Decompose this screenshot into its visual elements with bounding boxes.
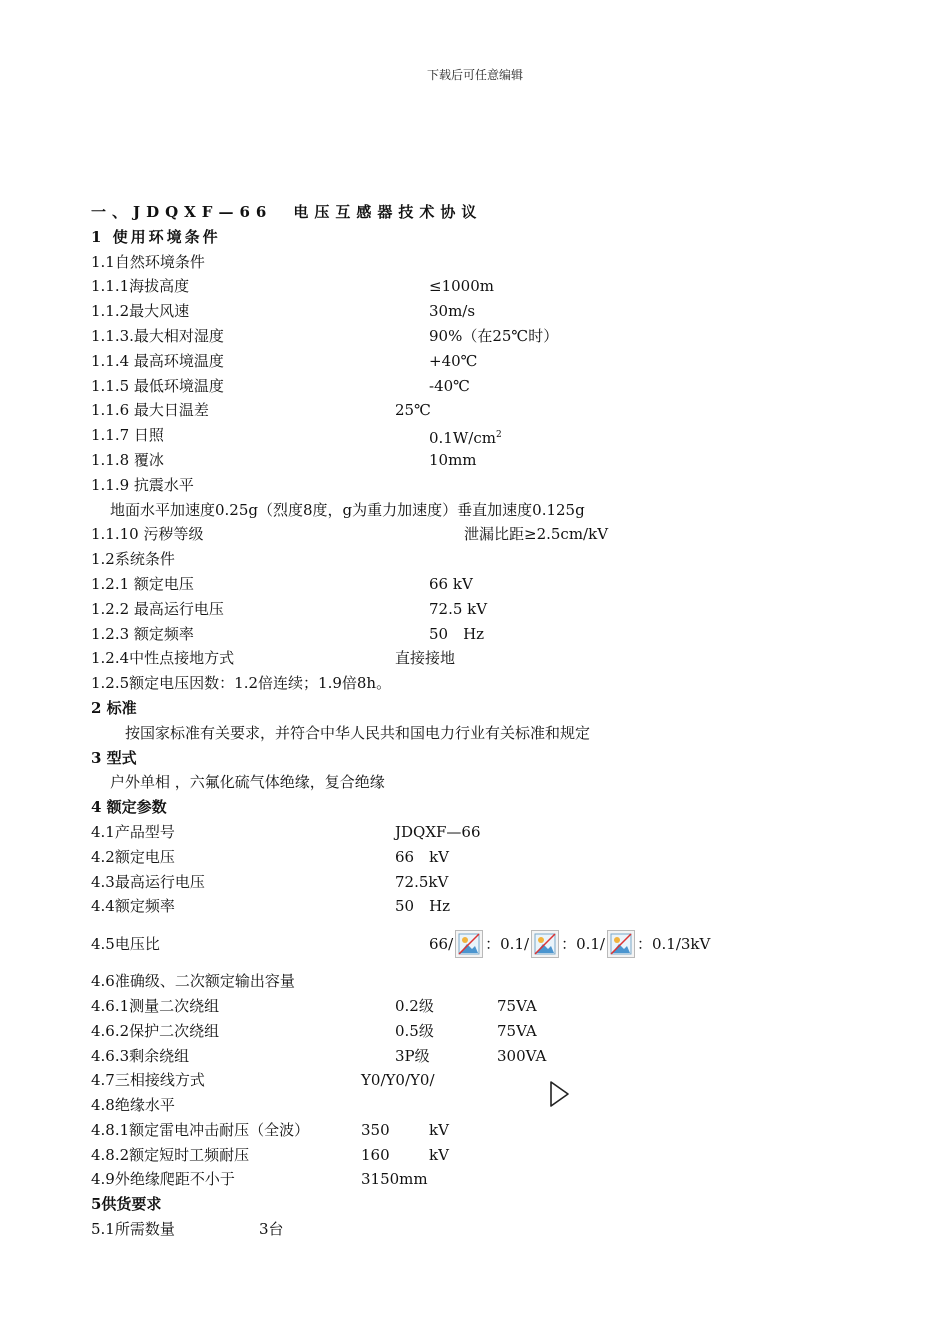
rated-label: 4.1产品型号 xyxy=(91,822,175,841)
section-5-heading: 5供货要求 xyxy=(91,1195,162,1214)
section-2-heading: 2 标准 xyxy=(91,698,137,717)
rated-label: 4.3最高运行电压 xyxy=(91,872,205,891)
pollution-label: 1.1.10 污秽等级 xyxy=(91,525,204,544)
document-title: 一、JDQXF—66 电压互感器技术协议 xyxy=(91,203,483,221)
voltage-factor: 1.2.5额定电压因数：1.2倍连续；1.9倍8h。 xyxy=(91,674,392,693)
accuracy-label: 4.6.2保护二次绕组 xyxy=(91,1021,220,1040)
sys-label: 1.2.4中性点接地方式 xyxy=(91,649,235,668)
env-value: 90%（在25℃时） xyxy=(429,326,559,345)
env-label: 1.1.9 抗震水平 xyxy=(91,475,194,494)
section-1-2-heading: 1.2系统条件 xyxy=(91,550,175,569)
env-row xyxy=(91,349,911,374)
accuracy-capacity: 300VA xyxy=(497,1046,547,1065)
env-row xyxy=(91,299,911,324)
env-label: 1.1.8 覆冰 xyxy=(91,450,164,469)
creepage-value: 3150mm xyxy=(361,1170,428,1189)
insulation-label: 4.8.2额定短时工频耐压 xyxy=(91,1145,250,1164)
env-value: 25℃ xyxy=(395,401,431,420)
accuracy-row xyxy=(91,1044,911,1069)
env-row xyxy=(91,324,911,349)
rated-value: 66 kV xyxy=(395,847,450,866)
env-label: 1.1.3.最大相对湿度 xyxy=(91,326,224,345)
creepage-row xyxy=(91,1167,911,1192)
sunshine-exponent: 2 xyxy=(495,430,502,441)
sys-value: 72.5 kV xyxy=(429,599,488,618)
sunshine-value: 0.1W/cm xyxy=(429,429,496,448)
ratio-part: ：0.1/3kV xyxy=(636,935,711,954)
section-3-heading: 3 型式 xyxy=(91,748,137,767)
ratio-value xyxy=(429,919,710,969)
connection-row xyxy=(91,1068,911,1093)
rated-value: 72.5kV xyxy=(395,872,449,891)
ratio-row xyxy=(91,919,911,969)
insulation-unit: kV xyxy=(429,1145,449,1164)
quantity-row xyxy=(91,1217,911,1242)
ratio-part: 66/ xyxy=(429,935,454,954)
insulation-label: 4.8.1额定雷电冲击耐压（全波） xyxy=(91,1120,310,1139)
creepage-label: 4.9外绝缘爬距不小于 xyxy=(91,1170,235,1189)
env-value: 10mm xyxy=(429,450,477,469)
section-4-8-heading: 4.8绝缘水平 xyxy=(91,1096,175,1115)
rated-row xyxy=(91,820,911,845)
env-label: 1.1.2最大风速 xyxy=(91,302,190,321)
rated-value: 50 Hz xyxy=(395,897,451,916)
quantity-label: 5.1所需数量 xyxy=(91,1220,175,1239)
insulation-row xyxy=(91,1118,911,1143)
env-row xyxy=(91,473,911,498)
accuracy-label: 4.6.3剩余绕组 xyxy=(91,1046,190,1065)
accuracy-row xyxy=(91,994,911,1019)
insulation-row xyxy=(91,1143,911,1168)
env-label: 1.1.1海拔高度 xyxy=(91,277,190,296)
ratio-part: ：0.1/ xyxy=(485,935,530,954)
section-2-text: 按国家标准有关要求，并符合中华人民共和国电力行业有关标准和规定 xyxy=(125,723,591,742)
env-label: 1.1.7 日照 xyxy=(91,426,164,445)
ratio-label: 4.5电压比 xyxy=(91,935,160,954)
accuracy-capacity: 75VA xyxy=(497,1021,537,1040)
sys-value: 直接接地 xyxy=(395,649,456,668)
insulation-unit: kV xyxy=(429,1120,449,1139)
sys-row xyxy=(91,622,911,647)
quantity-value: 3台 xyxy=(259,1220,284,1239)
accuracy-label: 4.6.1测量二次绕组 xyxy=(91,996,220,1015)
insulation-value: 160 xyxy=(361,1145,390,1164)
sys-label: 1.2.2 最高运行电压 xyxy=(91,599,224,618)
pollution-value: 泄漏比距≥2.5cm/kV xyxy=(464,525,609,544)
accuracy-class: 0.5级 xyxy=(395,1021,434,1040)
image-placeholder-icon xyxy=(531,930,559,958)
rated-row xyxy=(91,845,911,870)
env-label: 1.1.4 最高环境温度 xyxy=(91,351,224,370)
section-1-heading: 1 使用环境条件 xyxy=(91,227,221,246)
image-placeholder-icon xyxy=(455,930,483,958)
rated-label: 4.4额定频率 xyxy=(91,897,175,916)
section-1-1-heading: 1.1自然环境条件 xyxy=(91,252,205,271)
env-value: -40℃ xyxy=(429,376,470,395)
env-value: +40℃ xyxy=(429,351,478,370)
header-note: 下载后可任意编辑 xyxy=(426,68,523,82)
rated-label: 4.2额定电压 xyxy=(91,847,175,866)
env-row xyxy=(91,423,911,448)
rated-row xyxy=(91,894,911,919)
insulation-value: 350 xyxy=(361,1120,390,1139)
env-value xyxy=(429,423,502,451)
env-value: ≤1000m xyxy=(429,277,494,296)
sys-row xyxy=(91,572,911,597)
pollution-row xyxy=(91,522,911,547)
sys-label: 1.2.1 额定电压 xyxy=(91,574,194,593)
rated-row xyxy=(91,870,911,895)
play-icon[interactable] xyxy=(549,1080,571,1108)
connection-value: Y0/Y0/Y0/ xyxy=(361,1071,435,1090)
env-label: 1.1.6 最大日温差 xyxy=(91,401,209,420)
env-label: 1.1.5 最低环境温度 xyxy=(91,376,224,395)
env-row xyxy=(91,274,911,299)
accuracy-row xyxy=(91,1019,911,1044)
sys-row xyxy=(91,597,911,622)
accuracy-class: 0.2级 xyxy=(395,996,434,1015)
accuracy-capacity: 75VA xyxy=(497,996,537,1015)
env-row xyxy=(91,398,911,423)
section-4-6-heading: 4.6准确级、二次额定输出容量 xyxy=(91,972,295,991)
sys-value: 66 kV xyxy=(429,574,473,593)
sys-label: 1.2.3 额定频率 xyxy=(91,624,194,643)
env-row xyxy=(91,374,911,399)
section-4-heading: 4 额定参数 xyxy=(91,798,167,817)
image-placeholder-icon xyxy=(607,930,635,958)
seismic-text: 地面水平加速度0.25g（烈度8度，g为重力加速度）垂直加速度0.125g xyxy=(110,500,585,519)
document-body xyxy=(91,200,911,1242)
connection-label: 4.7三相接线方式 xyxy=(91,1071,205,1090)
env-value: 30m/s xyxy=(429,302,476,321)
env-row xyxy=(91,448,911,473)
section-3-text: 户外单相 ，六氟化硫气体绝缘，复合绝缘 xyxy=(110,773,385,792)
sys-row xyxy=(91,646,911,671)
rated-value: JDQXF—66 xyxy=(395,822,481,841)
sys-value: 50 Hz xyxy=(429,624,485,643)
ratio-part: ：0.1/ xyxy=(561,935,605,954)
accuracy-class: 3P级 xyxy=(395,1046,430,1065)
